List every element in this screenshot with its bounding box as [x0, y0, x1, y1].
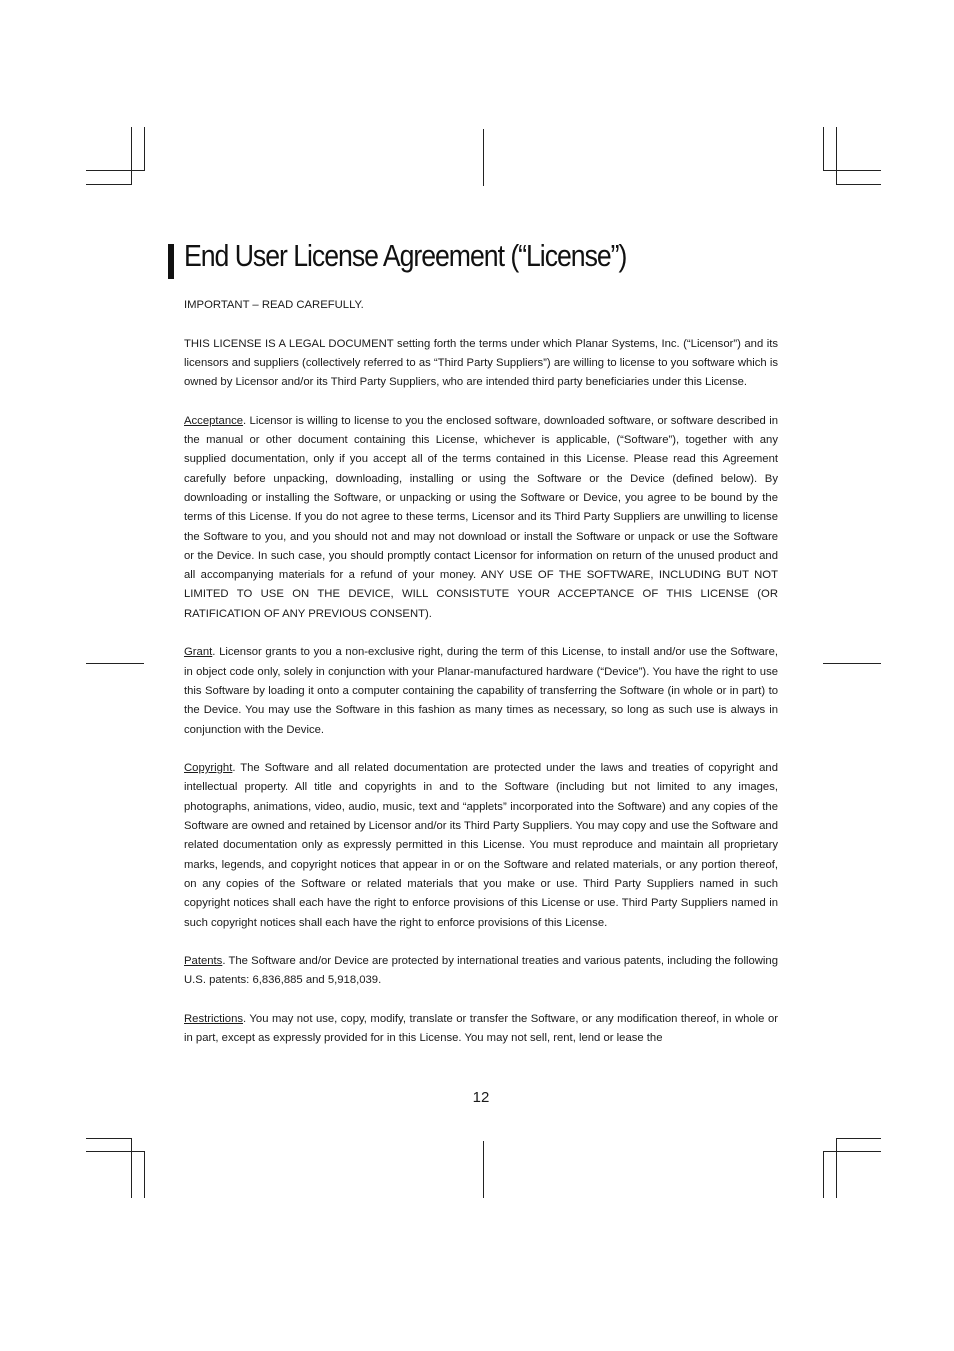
patents-heading: Patents [184, 955, 223, 968]
crop-mark [86, 1151, 144, 1152]
crop-mark [836, 1138, 881, 1139]
crop-mark [823, 663, 881, 664]
license-body [184, 296, 778, 1068]
title-accent-bar [168, 244, 174, 279]
patents-text: . The Software and/or Device are protected by international treaties and various patents, including the following U.S. patents: 6,836,885 and 5,918,039. [184, 955, 778, 987]
grant-heading: Grant [184, 646, 213, 659]
acceptance-paragraph [184, 412, 778, 624]
copyright-paragraph [184, 759, 778, 933]
restrictions-paragraph [184, 1010, 778, 1049]
page-number: 12 [472, 1089, 490, 1106]
crop-mark [144, 127, 145, 171]
crop-mark [131, 127, 132, 185]
crop-mark [483, 1141, 484, 1198]
crop-mark [86, 663, 144, 664]
important-notice: IMPORTANT – READ CAREFULLY. [184, 299, 364, 311]
restrictions-text: . You may not use, copy, modify, translate or transfer the Software, or any modification thereof, in whole or in part, except as expressly provided for in this License. You may not sell, rent, lend or lease the [184, 1012, 778, 1045]
crop-mark [836, 184, 881, 185]
crop-mark [823, 1151, 881, 1152]
crop-mark [483, 129, 484, 186]
crop-mark [836, 127, 837, 185]
copyright-text: . The Software and all related documentation are protected under the laws and treaties of copyright and intellectual property. All title and copyrights in and to the Software (including but not limited to any images, photographs, animations, video, audio, music, text and “applets” incorporated into the Software) and any copies of the Software are owned and retained by Licensor and/or its Third Party Suppliers. You may copy and use the Software and related documentation only as expressly permitted in this License. You must reproduce and maintain all proprietary marks, legends, and copyright notices that appear in or on the Software and related materials, or any portion thereof, on any copies of the Software or related materials that you make or use. Third Party Suppliers named in such copyright notices shall each have the right to enforce provisions of this License or use. Third Party Suppliers named in such copyright notices shall each have the right to enforce provisions of this License. [184, 762, 778, 929]
acceptance-heading: Acceptance [184, 414, 244, 427]
crop-mark [86, 170, 144, 171]
page-title: End User License Agreement (“License”) [184, 238, 627, 273]
restrictions-heading: Restrictions [184, 1012, 244, 1025]
intro-paragraph: THIS LICENSE IS A LEGAL DOCUMENT setting forth the terms under which Planar Systems, Inc. (“Licensor”) and its licensors and suppliers (collectively referred to as “Third Party Suppliers”) are willing to license to you software which is owned by Licensor and/or its Third Party Suppliers, who are intended third party beneficiaries under this License. [184, 337, 778, 389]
grant-paragraph [184, 643, 778, 739]
crop-mark [823, 170, 881, 171]
crop-mark [86, 1138, 131, 1139]
crop-mark [131, 1138, 132, 1198]
crop-mark [823, 127, 824, 171]
copyright-heading: Copyright [184, 762, 233, 775]
crop-mark [86, 184, 131, 185]
crop-mark [823, 1151, 824, 1198]
patents-paragraph [184, 952, 778, 991]
crop-mark [144, 1151, 145, 1198]
acceptance-text: . Licensor is willing to license to you the enclosed software, downloaded software, or software described in the manual or other document containing this License, whichever is applicable, (“Software”), together with any supplied documentation, only if you accept all of the terms contained in this License. Please read this Agreement carefully before unpacking, downloading, installing or using the Software or the Device (defined below). By downloading or installing the Software, or unpacking or using the Software or Device, you agree to be bound by the terms of this License. If you do not agree to these terms, Licensor and its Third Party Suppliers are unwilling to license the Software to you, and you should not and may not download or install the Software or unpack or use the Software or the Device. In such case, you should promptly contact Licensor for information on return of the unused product and all accompanying materials for a refund of your money. ANY USE OF THE SOFTWARE, INCLUDING BUT NOT LIMITED TO USE ON THE DEVICE, WILL CONSISTUTE YOUR ACCEPTANCE OF THIS LICENSE (OR RATIFICATION OF ANY PREVIOUS CONSENT). [184, 414, 778, 620]
crop-mark [836, 1138, 837, 1198]
grant-text: . Licensor grants to you a non-exclusive right, during the term of this License, to install and/or use the Software, in object code only, solely in conjunction with your Planar-manufactured hardware (“Device”). You have the right to use this Software by loading it onto a computer containing the capability of transferring the Software (in whole or in part) to the Device. You may use the Software in this fashion as many times as necessary, so long as such use is always in conjunction with the Device. [184, 646, 778, 736]
